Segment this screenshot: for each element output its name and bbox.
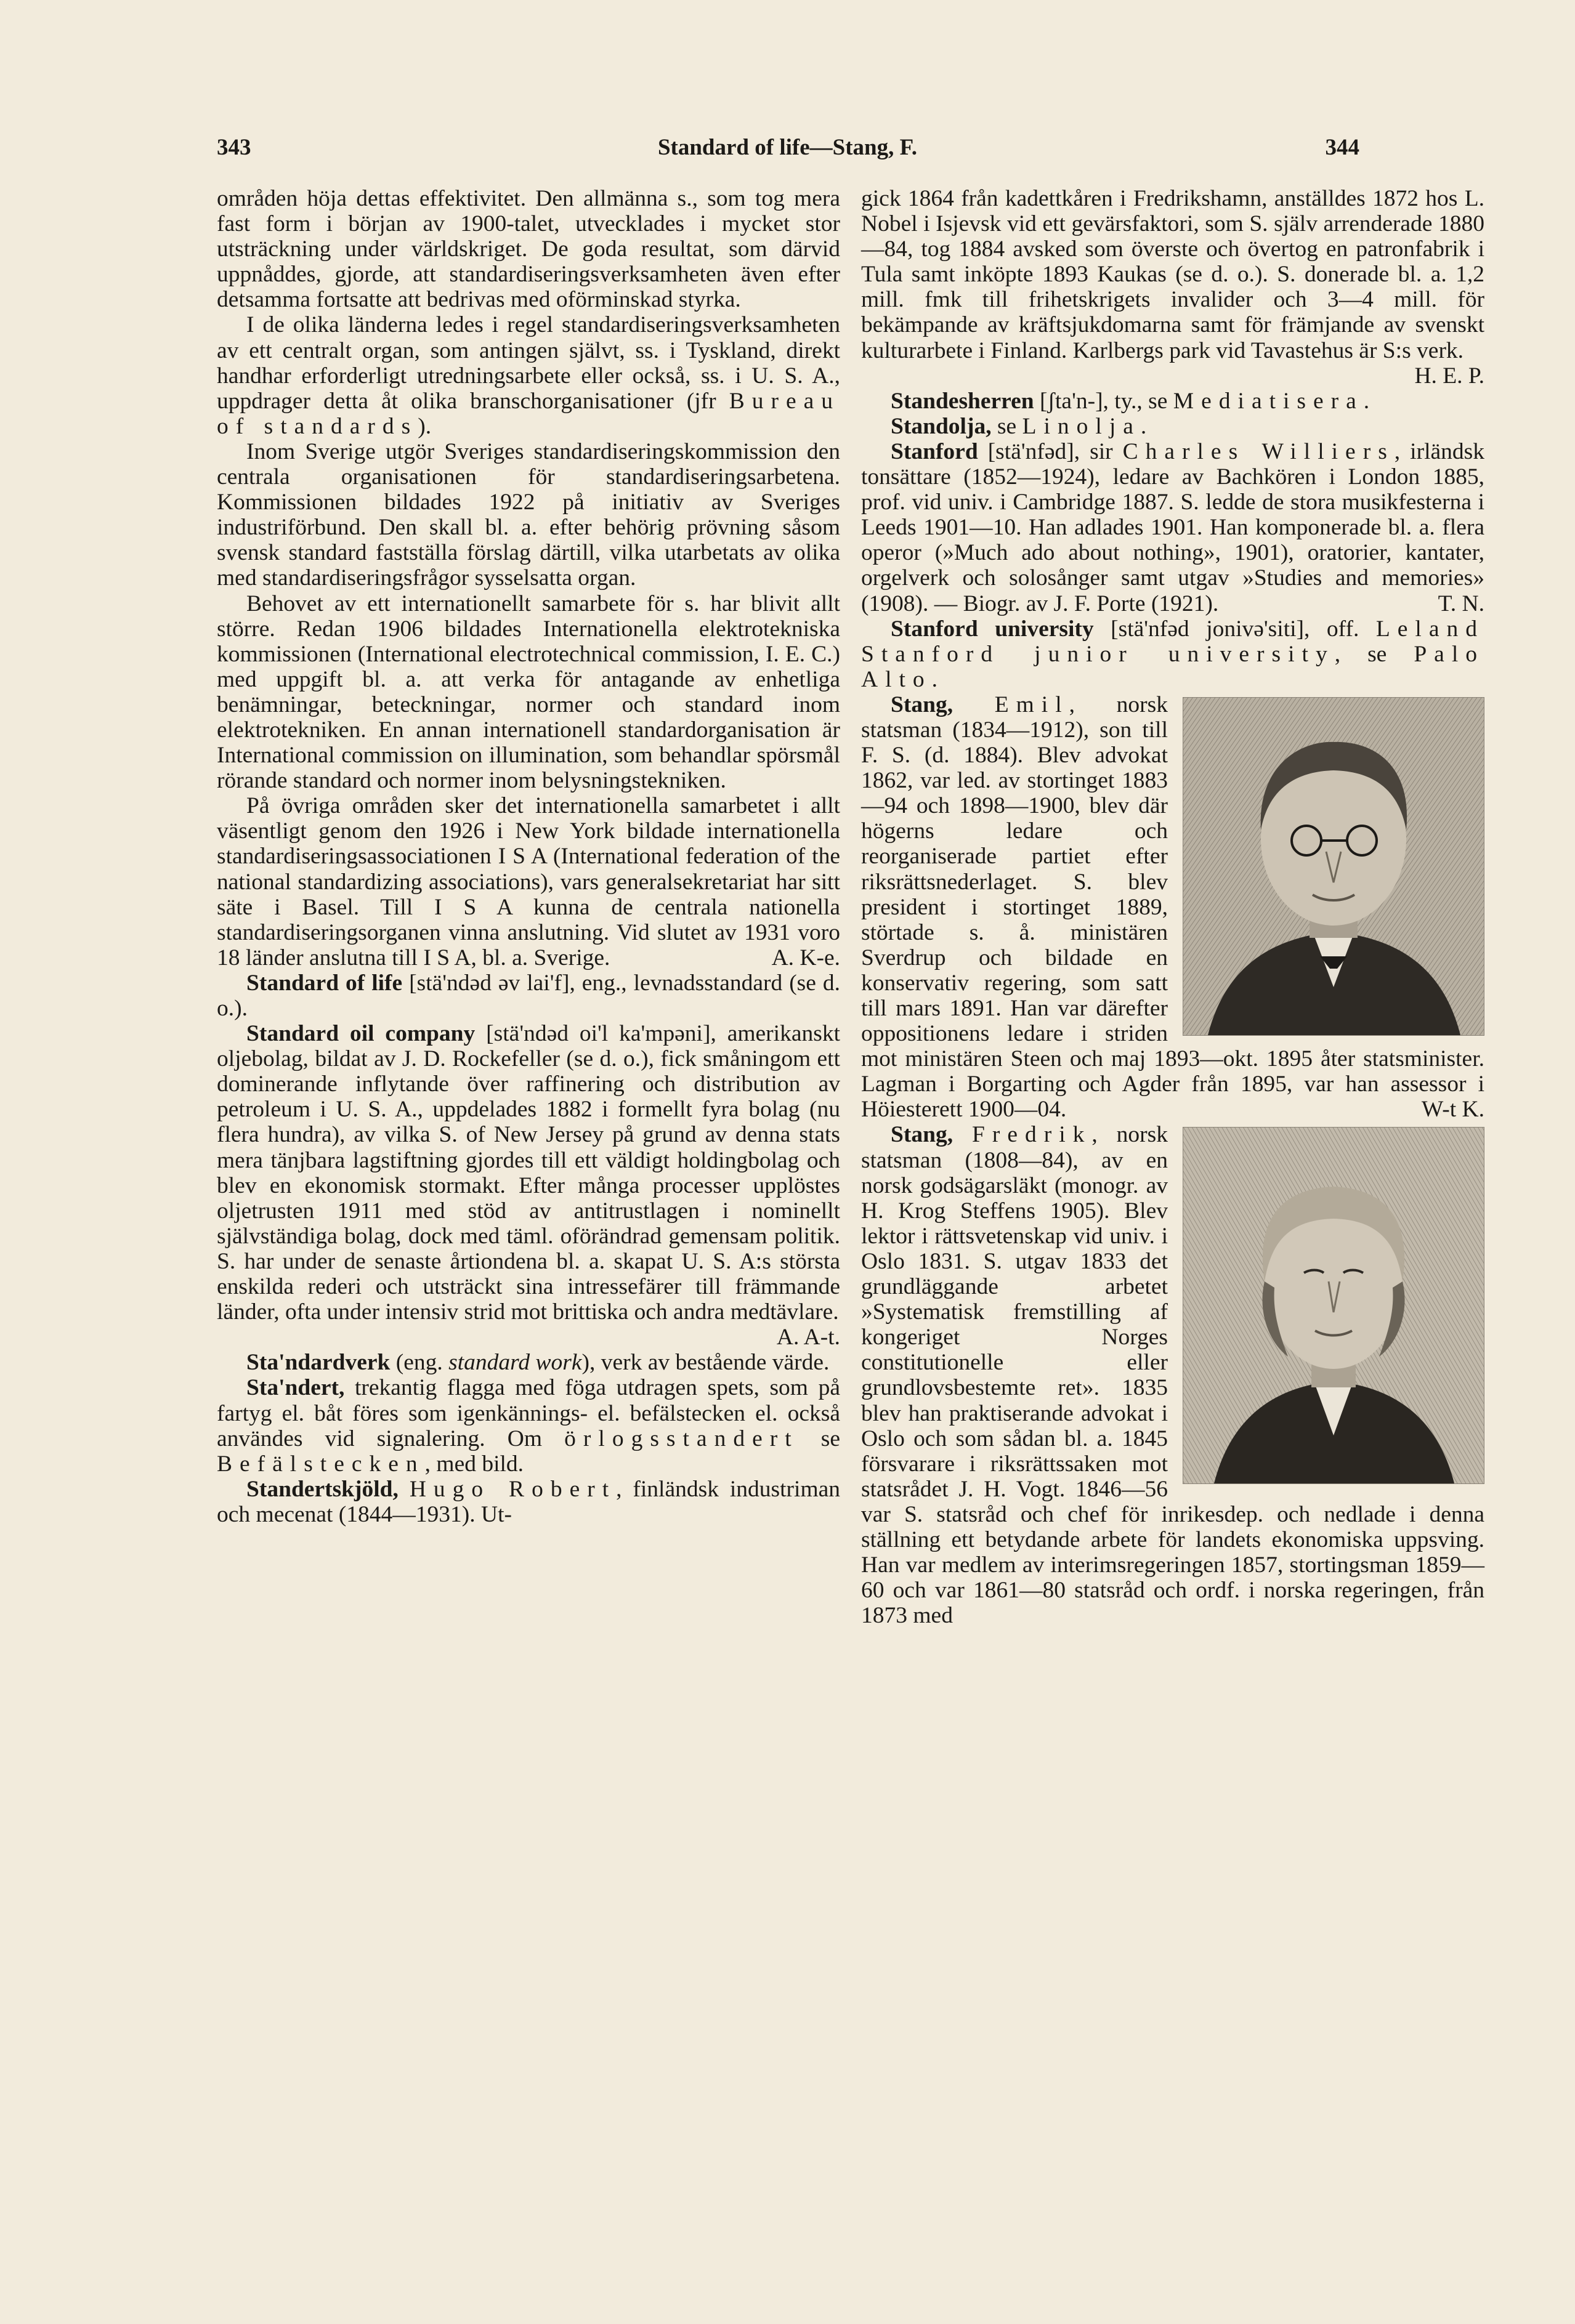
cross-reference: Linolja [1022, 413, 1141, 439]
entry-text: , irländsk tonsättare (1852—1924), ledare av Bachkören i London 1885, prof. vid univ. i Cambridge 1887. S. ledde de stora musikfesterna i Leeds 1901—10. Han adlades 1901. Han komponerade bl. a. flera operor (»Much ado about nothing», 1901), oratorier, kantater, orgelverk och solosånger samt utgav »Studies and memories» (1908). — Biogr. av J. F. Porte (1921). [861, 438, 1484, 616]
person-name: Charles Williers [1122, 438, 1395, 464]
entry-text: trekantig flagga med föga utdragen spets, som på fartyg el. båt föres som igenkännings- el. befälstecken el. också användes vid signalering. Om [217, 1375, 840, 1451]
paragraph [861, 186, 1484, 389]
entry-text: [stä'nfəd jonivə'siti], off. [1093, 616, 1376, 642]
entry-text: [stä'ndəd oi'l ka'mpəni], amerikanskt oljebolag, bildat av J. D. Rockefeller (se d. o.), fick småningom ett dominerande inflytande över raffinering och distribution av petroleum i U. S. A., uppdelades 1882 i formellt fyra bolag (nu flera hundra), av vilka S. of New Jersey på grund av denna stats mera tänjbara lagstiftning gjordes till ett väldigt holdingbolag och blev en ekonomisk stormakt. Efter många processer upplöstes oljetrusten 1911 med stöd av antitrustlagen i nominellt självständiga bolag, dock med täml. oförändrad gemensam politik. S. har under de senaste årtiondena bl. a. skapat U. S. A:s största enskilda rederi och utsträckt sina intressefärer till främmande länder, ofta under intensiv strid mot brittiska och andra medtävlare. [217, 1021, 840, 1325]
entry-text: [stä'nfəd], sir [978, 438, 1123, 464]
portrait-fredrik-stang [1183, 1127, 1484, 1484]
paragraph [217, 591, 840, 794]
paragraph-text: I de olika länderna ledes i regel standardiseringsverksamheten av ett centralt organ, som antingen självt, ss. i Tyskland, direkt handhar erforderligt utredningsarbete eller också, ss. i U. S. A., uppdrager detta åt olika branschorganisationer (jfr [217, 312, 840, 414]
portrait-engraving [1183, 698, 1484, 1035]
author-signature: A. K-e. [771, 945, 840, 970]
entry-text: , norsk statsman (1834—1912), son till F. S. (d. 1884). Blev advokat 1862, var led. av stortinget 1883—94 och 1898—1900, blev där högerns ledare och reorganiserade partiet efter riksrättsnederlaget. S. blev president i stortinget 1889, störtade s. å. ministären Sverdrup och bildade en konservativ regering, som satt till mars 1891. Han var därefter oppositionens ledare i striden mot ministären Steen och maj 1893—okt. 1895 åter statsminister. Lagman i Borgarting och Agder från 1895, var han assessor i Höiesterett 1900—04. [861, 692, 1484, 1123]
person-name: Hugo Robert [409, 1476, 617, 1502]
entry-standesherren [861, 389, 1484, 414]
running-title: Standard of life—Stang, F. [657, 135, 918, 160]
author-signature: H. E. P. [1414, 363, 1484, 389]
entry-headword: Standard of life [246, 970, 403, 996]
entry-headword: Sta'ndardverk [246, 1350, 391, 1376]
entry-headword: Standesherren [891, 388, 1034, 414]
page-header [0, 134, 1575, 171]
entry-text: , med bild. [424, 1451, 524, 1477]
cross-reference: örlogsstandert [564, 1426, 799, 1451]
author-signature: A. A-t. [776, 1325, 840, 1350]
entry-italic: standard work [448, 1350, 582, 1376]
entry-text: , finländsk industriman och mecenat (1844—1931). Ut- [217, 1476, 841, 1527]
cross-reference: Befälstecken [217, 1451, 425, 1477]
entry-text: (eng. [390, 1350, 449, 1376]
page-number-left: 343 [217, 135, 251, 160]
paragraph-text: gick 1864 från kadettkåren i Fredrikshamn, anställdes 1872 hos L. Nobel i Isjevsk vid ett gevärsfaktori, som S. själv arrenderade 1880—84, tog 1884 avsked som överste och övertog en patronfabrik i Tula samt inköpte 1893 Kaukas (se d. o.). S. donerade bl. a. 1,2 mill. fmk till frihetskrigets invalider och 3—4 mill. för bekämpande av kräftsjukdomarna samt för främjande av svenskt kulturarbete i Finland. Karlbergs park vid Tavastehus är S:s verk. [861, 186, 1484, 363]
portrait-emil-stang [1183, 697, 1484, 1036]
paragraph-text: Inom Sverige utgör Sveriges standardiseringskommission den centrala organisationen för standardiseringsarbetena. Kommissionen bildades 1922 på initiativ av Sveriges industriförbund. Den skall bl. a. efter behörig prövning såsom svensk standard fastställa förslag därtill, vilka utarbetats av olika med standardiseringsfrågor sysselsatta organ. [217, 438, 840, 591]
entry-text: . [1140, 413, 1147, 439]
paragraph [217, 439, 840, 591]
entry-stanford [861, 439, 1484, 616]
entry-text: , norsk statsman (1808—84), av en norsk godsägarsläkt (monogr. av H. Krog Steffens 1905). Blev lektor i rättsvetenskap vid univ. i Oslo 1831. S. utgav 1833 det grundläggande arbetet »Systematisk fremstilling af kongeriget Norges constitutionelle eller grundlovsbestemte ret». 1835 blev han praktiserande advokat i Oslo och som sådan bl. a. 1845 försvarare i riksrättssaken mot statsrådet J. H. Vogt. 1846—56 var S. statsråd och chef för inrikesdep. och nedlade i denna ställning ett betydande arbete för landets ekonomiska uppsving. Han var medlem av interimsregeringen 1857, stortingsman 1859—60 och var 1861—80 statsråd och ordf. i norska regeringen, från 1873 med [861, 1122, 1484, 1629]
entry-headword: Stang, [891, 1122, 954, 1148]
entry-text: ), verk av bestående värde. [581, 1350, 830, 1376]
entry-stang-emil [861, 692, 1484, 1123]
paragraph-text: ). [418, 413, 432, 439]
entry-standard-oil-company [217, 1021, 840, 1350]
entry-standolja [861, 414, 1484, 439]
left-column [217, 186, 840, 1527]
entry-text: [stä'ndəd əv lai'f], eng., levnadsstandard (se d. o.). [217, 970, 840, 1021]
entry-text: se [798, 1426, 840, 1451]
paragraph [217, 312, 840, 438]
entry-stanford-university [861, 616, 1484, 692]
entry-headword: Standolja, [891, 413, 992, 439]
entry-standardverk [217, 1350, 840, 1375]
right-column [861, 186, 1484, 1628]
cross-reference: Mediatisera [1173, 388, 1364, 414]
person-name: Fredrik [971, 1122, 1092, 1148]
entry-text: [ʃta'n-], ty., se [1034, 388, 1173, 414]
entry-stang-fredrik [861, 1122, 1484, 1628]
paragraph-text: Behovet av ett internationellt samarbete för s. har blivit allt större. Redan 1906 bildades Internationella elektrotekniska kommissionen (International electrotechnical commission, I. E. C.) med uppgift bl. a. att verka för antagande av enhetliga benämningar, beteckningar, normer och standard inom elektrotekniken. En annan internationell standardorganisation är International commission on illumination, som behandlar spörsmål rörande standard och normer inom belysningstekniken. [217, 591, 840, 794]
cross-reference: Bureau of standards [217, 388, 840, 439]
paragraph [217, 186, 840, 312]
entry-headword: Stanford [891, 438, 978, 464]
paragraph-text: På övriga områden sker det internationella samarbetet i allt väsentligt genom den 1926 i New York bildade internationella standardiseringsassociationen I S A (International federation of the national standardizing associations), vars generalsekretariat har sitt säte i Basel. Till I S A kunna de centrala nationella standardiseringsorganen vinna anslutning. Vid slutet av 1931 voro 18 länder anslutna till I S A, bl. a. Sverige. [217, 793, 840, 970]
page-number-right: 344 [1325, 135, 1359, 160]
cross-reference: Palo Alto [861, 641, 1484, 692]
paragraph-text: områden höja dettas effektivitet. Den allmänna s., som tog mera fast form i början av 1900-talet, utvecklades i mycket stor utsträckning under världskriget. De goda resultat, som därvid uppnåddes, gjorde, att standardiseringsverksamheten även efter detsamma fortsatte att bedrivas med oförminskad styrka. [217, 186, 840, 313]
entry-standard-of-life [217, 970, 840, 1021]
person-name: Emil [994, 692, 1069, 717]
entry-text: , se [1334, 641, 1414, 667]
entry-headword: Stang, [891, 692, 954, 717]
entry-text: se [991, 413, 1022, 439]
entry-standertskjold [217, 1477, 840, 1527]
entry-headword: Sta'ndert, [246, 1375, 345, 1401]
entry-headword: Stanford university [891, 616, 1094, 642]
entry-text: . [931, 666, 938, 692]
author-signature: T. N. [1438, 591, 1484, 616]
portrait-engraving [1183, 1128, 1484, 1483]
entry-headword: Standard oil company [246, 1021, 476, 1047]
paragraph [217, 793, 840, 970]
entry-text: . [1363, 388, 1370, 414]
entry-standert [217, 1375, 840, 1476]
author-signature: W-t K. [1421, 1097, 1484, 1123]
cross-reference: Leland Stanford junior university [861, 616, 1484, 667]
entry-headword: Standertskjöld, [246, 1476, 399, 1502]
